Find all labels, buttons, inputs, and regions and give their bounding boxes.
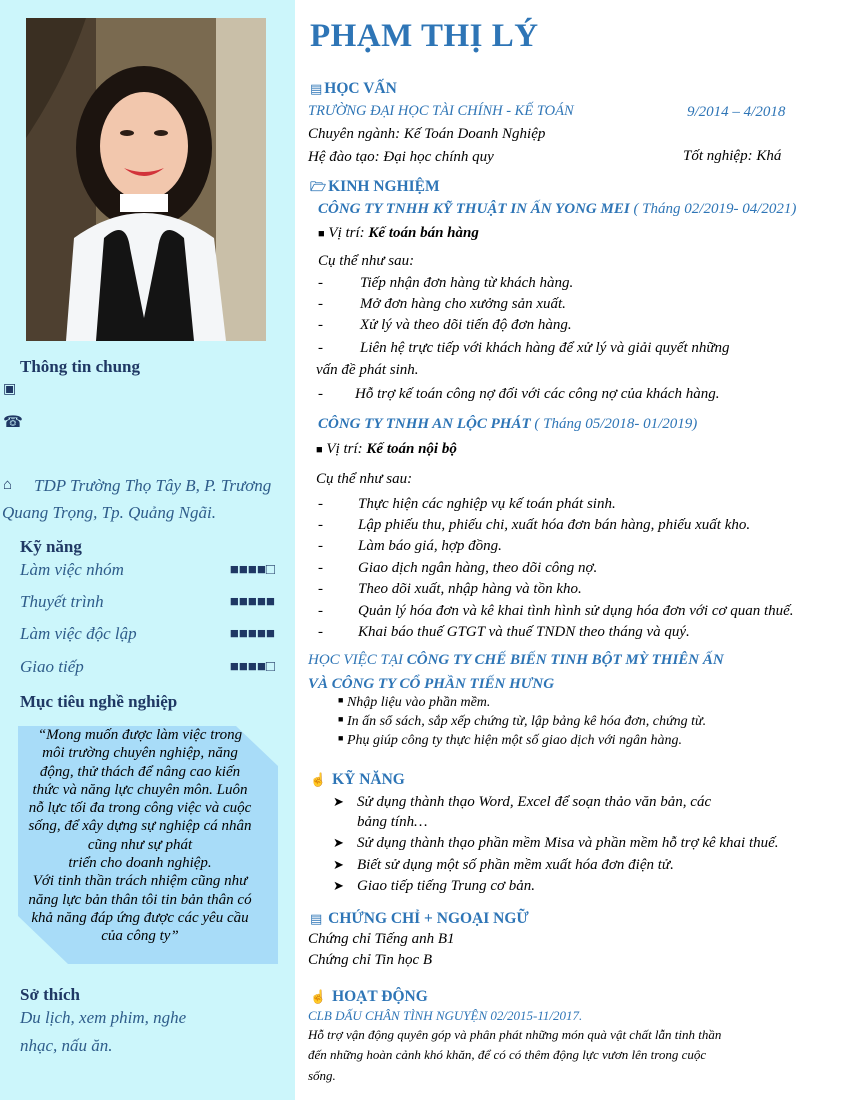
- certificates-title: CHỨNG CHỈ + NGOẠI NGỮ: [328, 910, 529, 927]
- hand-icon: ☝: [310, 772, 327, 787]
- skill-name: Làm việc nhóm: [20, 560, 124, 579]
- education-major: Chuyên ngành: Kế Toán Doanh Nghiệp: [308, 126, 546, 142]
- skills-heading: [310, 771, 405, 789]
- education-title: HỌC VẤN: [324, 80, 397, 97]
- skill-name: Thuyết trình: [20, 592, 104, 611]
- intern-company-1: CÔNG TY CHẾ BIẾN TINH BỘT MỲ THIÊN ẤN: [406, 652, 724, 668]
- task-text: Giao dịch ngân hàng, theo dõi công nợ.: [358, 560, 598, 576]
- task-text: Mở đơn hàng cho xưởng sản xuất.: [360, 296, 566, 312]
- certificates-heading: [310, 910, 529, 928]
- skill-name: Giao tiếp: [20, 657, 84, 676]
- task-text: Hỗ trợ kế toán công nợ đối với các công nợ của khách hàng.: [355, 386, 720, 402]
- task-text: Khai báo thuế GTGT và thuế TNDN theo tháng và quý.: [358, 624, 690, 640]
- experience-title: KINH NGHIỆM: [328, 178, 440, 195]
- goal-line: khả năng đáp ứng được các yêu cầu: [31, 909, 249, 926]
- goal-line: sống, để xây dựng sự nghiệp cá nhân: [28, 818, 252, 835]
- skill-row: [20, 592, 275, 614]
- task-text: Theo dõi xuất, nhập hàng và tồn kho.: [358, 581, 582, 597]
- address-line-1: TDP Trường Thọ Tây B, P. Trương: [34, 476, 272, 495]
- career-goal-title: Mục tiêu nghề nghiệp: [20, 692, 178, 711]
- list-item: ■ Phụ giúp công ty thực hiện một số giao dịch với ngân hàng.: [338, 733, 683, 748]
- job2-detail-label: Cụ thể như sau:: [316, 471, 413, 487]
- education-grade: Tốt nghiệp: Khá: [683, 148, 782, 164]
- skill-item-text: Sử dụng thành thạo Word, Excel để soạn thảo văn bản, các: [357, 794, 712, 810]
- skill-row: [20, 560, 275, 582]
- hand-icon: ☝: [310, 989, 327, 1004]
- skill-item-text: Biết sử dụng một số phần mềm xuất hóa đơn điện tử.: [357, 857, 674, 873]
- education-mode: Hệ đào tạo: Đại học chính quy: [308, 149, 494, 165]
- intern-prefix: HỌC VIỆC TẠI: [308, 652, 407, 668]
- intern-company-2: VÀ CÔNG TY CỔ PHẦN TIẾN HƯNG: [308, 676, 555, 692]
- phone-icon: ☎: [3, 414, 23, 431]
- activity-line: sống.: [308, 1068, 336, 1083]
- job1-role-label: Vị trí:: [328, 225, 369, 241]
- skill-row: [20, 624, 275, 646]
- skill-rating: ■■■■■: [229, 594, 275, 610]
- sidebar-skills-title: Kỹ năng: [20, 537, 82, 556]
- general-info-title: Thông tin chung: [20, 357, 140, 376]
- goal-line: môi trường chuyên nghiệp, năng: [42, 745, 238, 762]
- task-text: Lập phiếu thu, phiếu chi, xuất hóa đơn bán hàng, phiếu xuất kho.: [358, 517, 751, 533]
- skill-rating: ■■■■□: [229, 562, 275, 578]
- task-wrap-text: vấn đề phát sinh.: [316, 362, 419, 378]
- activity-line: Hỗ trợ vận động quyên góp và phân phát những món quà vật chất lẫn tinh thần: [308, 1027, 722, 1042]
- intern-task: In ấn sổ sách, sắp xếp chứng từ, lập bảng kê hóa đơn, chứng từ.: [346, 714, 707, 729]
- job2-role-label: Vị trí:: [326, 441, 367, 457]
- goal-line: nỗ lực tối đa trong công việc và cuộc: [28, 800, 252, 817]
- activity-org: CLB DẤU CHÂN TÌNH NGUYỆN 02/2015-11/2017.: [308, 1008, 583, 1023]
- job2-role: ■ Vị trí: Kế toán nội bộ: [316, 441, 457, 457]
- goal-line: triển cho doanh nghiệp.: [68, 855, 212, 872]
- job1-company: CÔNG TY TNHH KỸ THUẬT IN ẤN YONG MEI: [318, 201, 630, 217]
- list-item: ■ Nhập liệu vào phần mềm.: [338, 695, 491, 710]
- address-line-2: Quang Trọng, Tp. Quảng Ngãi.: [2, 503, 216, 522]
- job2-period: ( Tháng 05/2018- 01/2019): [530, 416, 698, 432]
- task-text: Quản lý hóa đơn và kê khai tình hình sử dụng hóa đơn với cơ quan thuế.: [358, 603, 794, 619]
- book-icon: ▤: [310, 81, 323, 96]
- job2-company: CÔNG TY TNHH AN LỘC PHÁT: [318, 416, 531, 432]
- list-item: ■ In ấn sổ sách, sắp xếp chứng từ, lập bảng kê hóa đơn, chứng từ.: [338, 714, 707, 729]
- skill-name: Làm việc độc lập: [20, 624, 137, 643]
- skill-item-text: Giao tiếp tiếng Trung cơ bản.: [357, 878, 536, 894]
- job1-role-value: Kế toán bán hàng: [368, 225, 479, 241]
- skill-item-wrap: bảng tính…: [357, 814, 428, 830]
- hobby-line: Du lịch, xem phim, nghe: [20, 1008, 187, 1027]
- candidate-name: PHẠM THỊ LÝ: [310, 18, 539, 54]
- hobby-line: nhạc, nấu ăn.: [20, 1036, 113, 1055]
- job2-role-value: Kế toán nội bộ: [366, 441, 457, 457]
- intern-task: Phụ giúp công ty thực hiện một số giao dịch với ngân hàng.: [346, 733, 683, 748]
- portrait-illustration: [26, 18, 266, 341]
- task-text: Làm báo giá, hợp đồng.: [358, 538, 502, 554]
- profile-photo: [26, 18, 266, 341]
- folder-icon: 🗁: [310, 179, 327, 194]
- sidebar: [0, 0, 295, 1100]
- task-text: Thực hiện các nghiệp vụ kế toán phát sinh.: [358, 496, 616, 512]
- job1-detail-label: Cụ thể như sau:: [318, 253, 415, 269]
- skill-item-text: Sử dụng thành thạo phần mềm Misa và phần mềm hỗ trợ kê khai thuế.: [357, 835, 779, 851]
- task-text: Tiếp nhận đơn hàng từ khách hàng.: [360, 275, 574, 291]
- activities-title: HOẠT ĐỘNG: [332, 988, 428, 1005]
- goal-line: “Mong muốn được làm việc trong: [37, 727, 243, 743]
- goal-line: của công ty”: [101, 928, 179, 945]
- hobby-title: Sở thích: [20, 985, 80, 1004]
- goal-line: thức và năng lực chuyên môn. Luôn: [32, 781, 248, 798]
- activity-line: đến những hoàn cảnh khó khăn, để có có thêm động lực vươn lên trong cuộc: [308, 1047, 707, 1062]
- certificate-item: Chứng chỉ Tiếng anh B1: [308, 931, 455, 947]
- activities-heading: [310, 988, 428, 1006]
- skill-row: [20, 657, 275, 679]
- school-name: TRƯỜNG ĐẠI HỌC TÀI CHÍNH - KẾ TOÁN: [308, 103, 574, 119]
- intern-task: Nhập liệu vào phần mềm.: [346, 695, 491, 710]
- goal-line: năng lực bản thân tôi tin bản thân có: [28, 891, 252, 908]
- skill-rating: ■■■■□: [229, 659, 275, 675]
- job1-period: ( Tháng 02/2019- 04/2021): [629, 201, 797, 217]
- task-text: Xử lý và theo dõi tiến độ đơn hàng.: [360, 317, 572, 333]
- job1-role: ■ Vị trí: Kế toán bán hàng: [318, 225, 479, 241]
- goal-line: Với tinh thần trách nhiệm cũng như: [32, 873, 248, 890]
- education-heading: [310, 80, 397, 98]
- skills-title: KỸ NĂNG: [332, 771, 405, 788]
- home-icon: ⌂: [3, 477, 13, 493]
- skill-rating: ■■■■■: [229, 626, 275, 642]
- education-period: 9/2014 – 4/2018: [687, 104, 786, 120]
- task-text: Liên hệ trực tiếp với khách hàng để xử lý và giải quyết những: [360, 340, 730, 356]
- career-goal-text: [4, 726, 276, 946]
- goal-line: động, thử thách để nâng cao kiến: [39, 763, 241, 780]
- certificate-item: Chứng chỉ Tin học B: [308, 952, 433, 968]
- job1-header: [318, 201, 796, 218]
- intern-header-line-2: [308, 676, 554, 693]
- intern-header-line-1: [308, 652, 724, 669]
- job2-header: [318, 416, 697, 433]
- experience-heading: [310, 178, 440, 200]
- goal-line: cũng như sự phát: [87, 836, 193, 853]
- certificate-icon: ▤: [310, 911, 323, 926]
- id-card-icon: ▣: [3, 382, 17, 397]
